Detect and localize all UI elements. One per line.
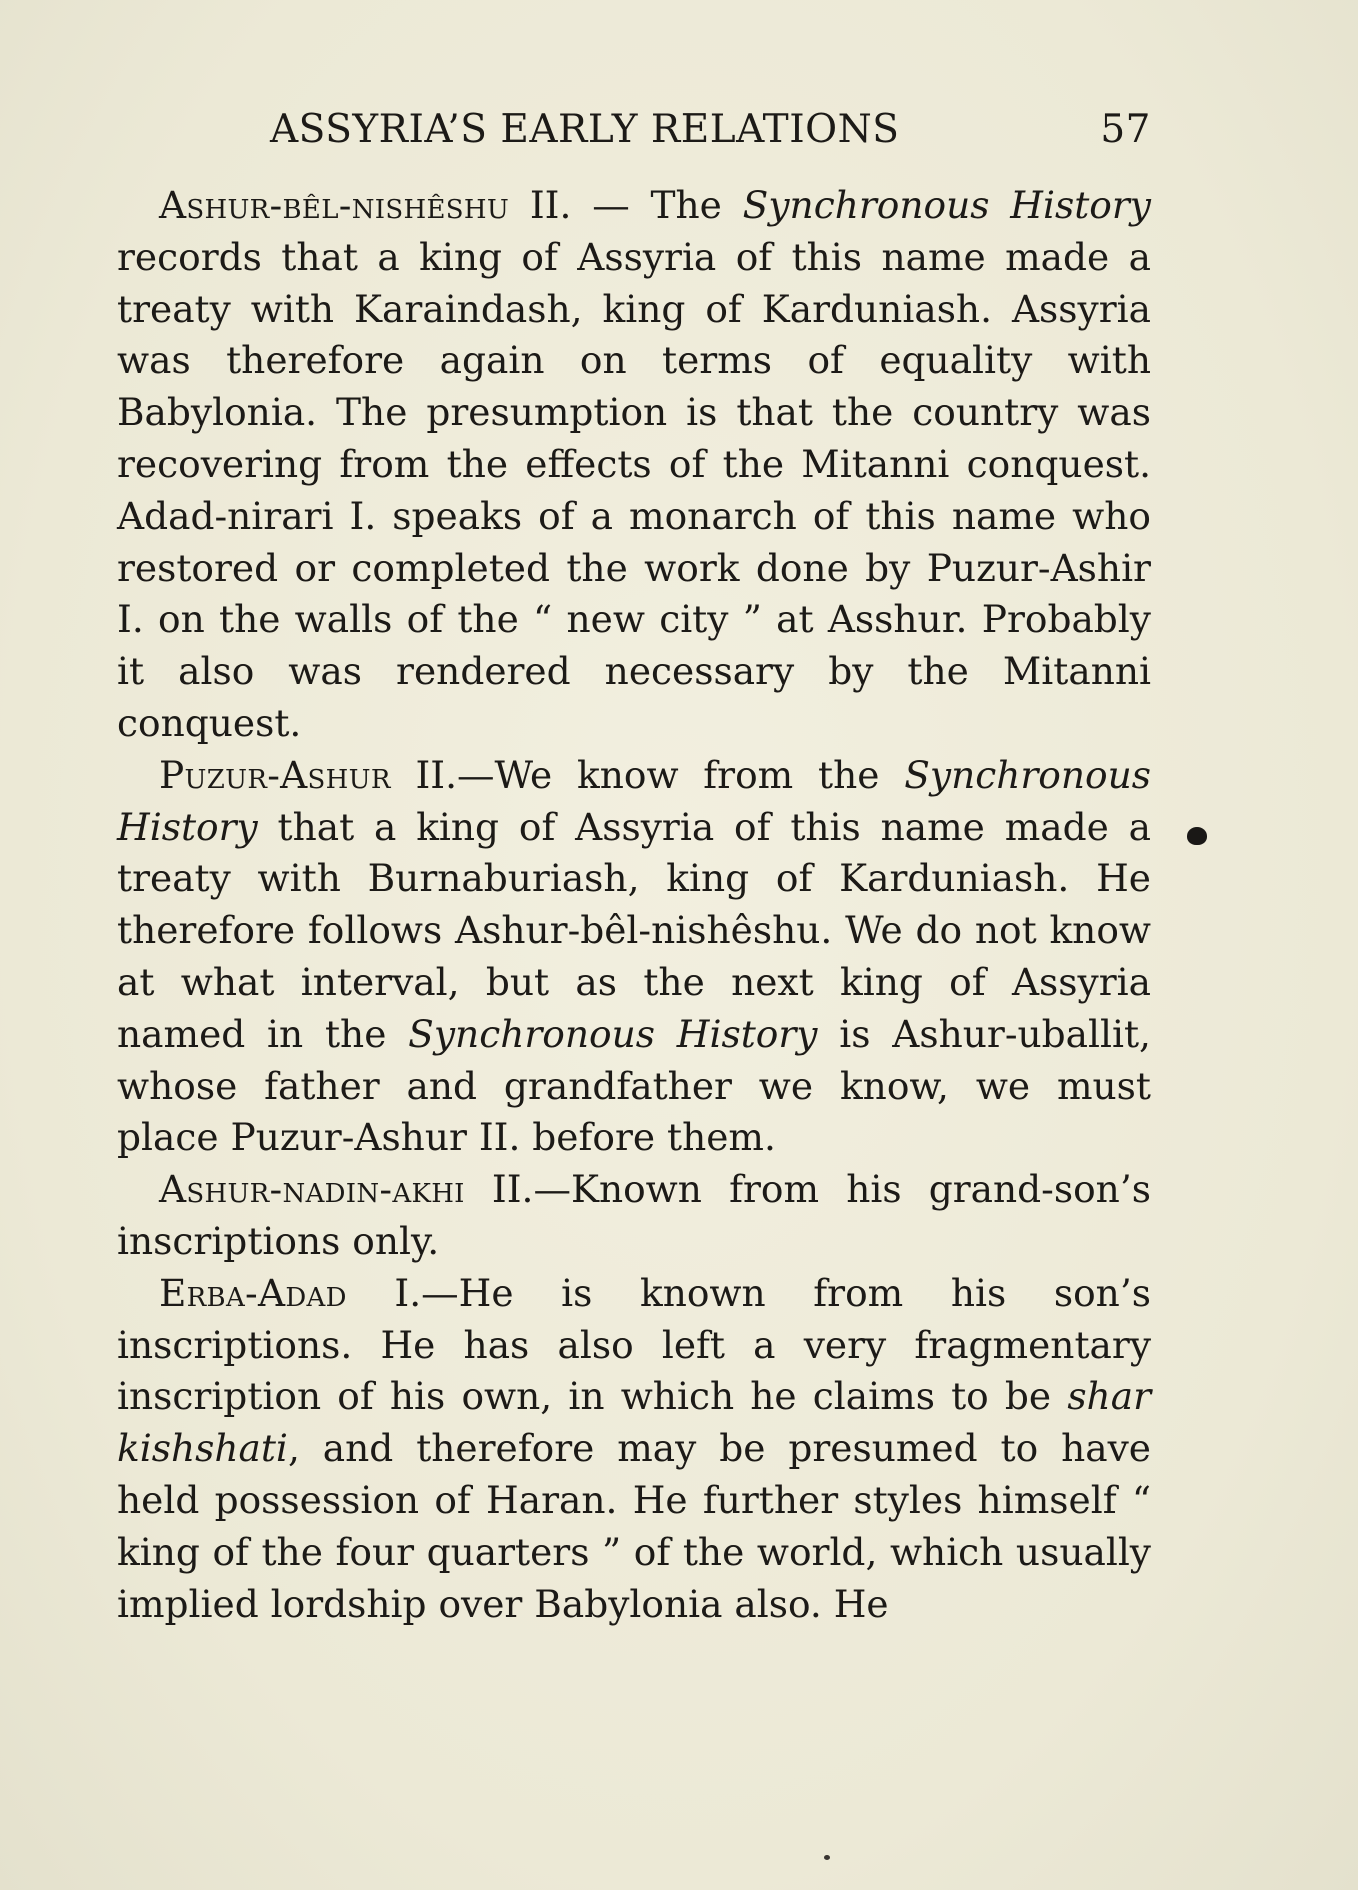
paragraph	[117, 1268, 1151, 1631]
text-segment: that a king of Assyria of this name made a treaty with Burnaburiash, king of Karduniash. He therefore follows Ashur-bêl-nishêshu. We do not know at what interval, but as the next king of Assyria named in the	[117, 804, 1151, 1056]
paragraph	[117, 1164, 1151, 1268]
text-segment: , and therefore may be presumed to have held possession of Haran. He further styles himself “ king of the four quarters ” of the world, which usually implied lordship over Babylonia also. He	[117, 1426, 1151, 1626]
entry-head-name: Ashur-nadin-akhi	[159, 1167, 465, 1212]
text-segment: I.—He is known from his son’s inscriptions. He has also left a very fragmentary inscription of his own, in which he claims to be	[117, 1270, 1151, 1419]
running-head	[117, 100, 1151, 160]
running-title: ASSYRIA’S EARLY RELATIONS	[270, 107, 900, 152]
text-segment: II.—Known from his grand-son’s inscriptions only.	[117, 1167, 1151, 1263]
entry-head-name: Erba-Adad	[159, 1270, 347, 1315]
italic-text: Synchronous History	[742, 183, 1151, 227]
entry-head-name: Puzur-Ashur	[159, 752, 391, 797]
text-block	[117, 100, 1151, 1630]
text-segment: records that a king of Assyria of this name made a treaty with Karaindash, king of Karduniash. Assyria was therefore again on terms of equality with Babylonia. The presumption is that the country was recovering from the effects of the Mitanni conquest. Adad-nirari I. speaks of a monarch of this name who restored or completed the work done by Puzur-Ashir I. on the walls of the “ new city ” at Asshur. Probably it also was rendered necessary by the Mitanni conquest.	[117, 234, 1151, 745]
entry-head-name: Ashur-bêl-nishêshu	[159, 183, 510, 227]
text-segment: is Ashur-uballit, whose father and grandfather we know, we must place Puzur-Ashur II. before them.	[117, 1011, 1151, 1160]
paper-speck	[824, 1855, 830, 1860]
italic-text: Synchronous History	[408, 1011, 818, 1056]
italic-text: shar kishshati	[117, 1374, 1151, 1471]
text-segment: II. — The	[509, 183, 743, 227]
italic-text: Synchronous History	[117, 752, 1151, 849]
ink-blot-mark	[1187, 827, 1207, 845]
page-number: 57	[1100, 107, 1151, 152]
text-segment: II.—We know from the	[390, 752, 905, 797]
paragraph	[117, 750, 1151, 1164]
body-text	[117, 180, 1151, 1630]
paragraph	[117, 180, 1151, 750]
